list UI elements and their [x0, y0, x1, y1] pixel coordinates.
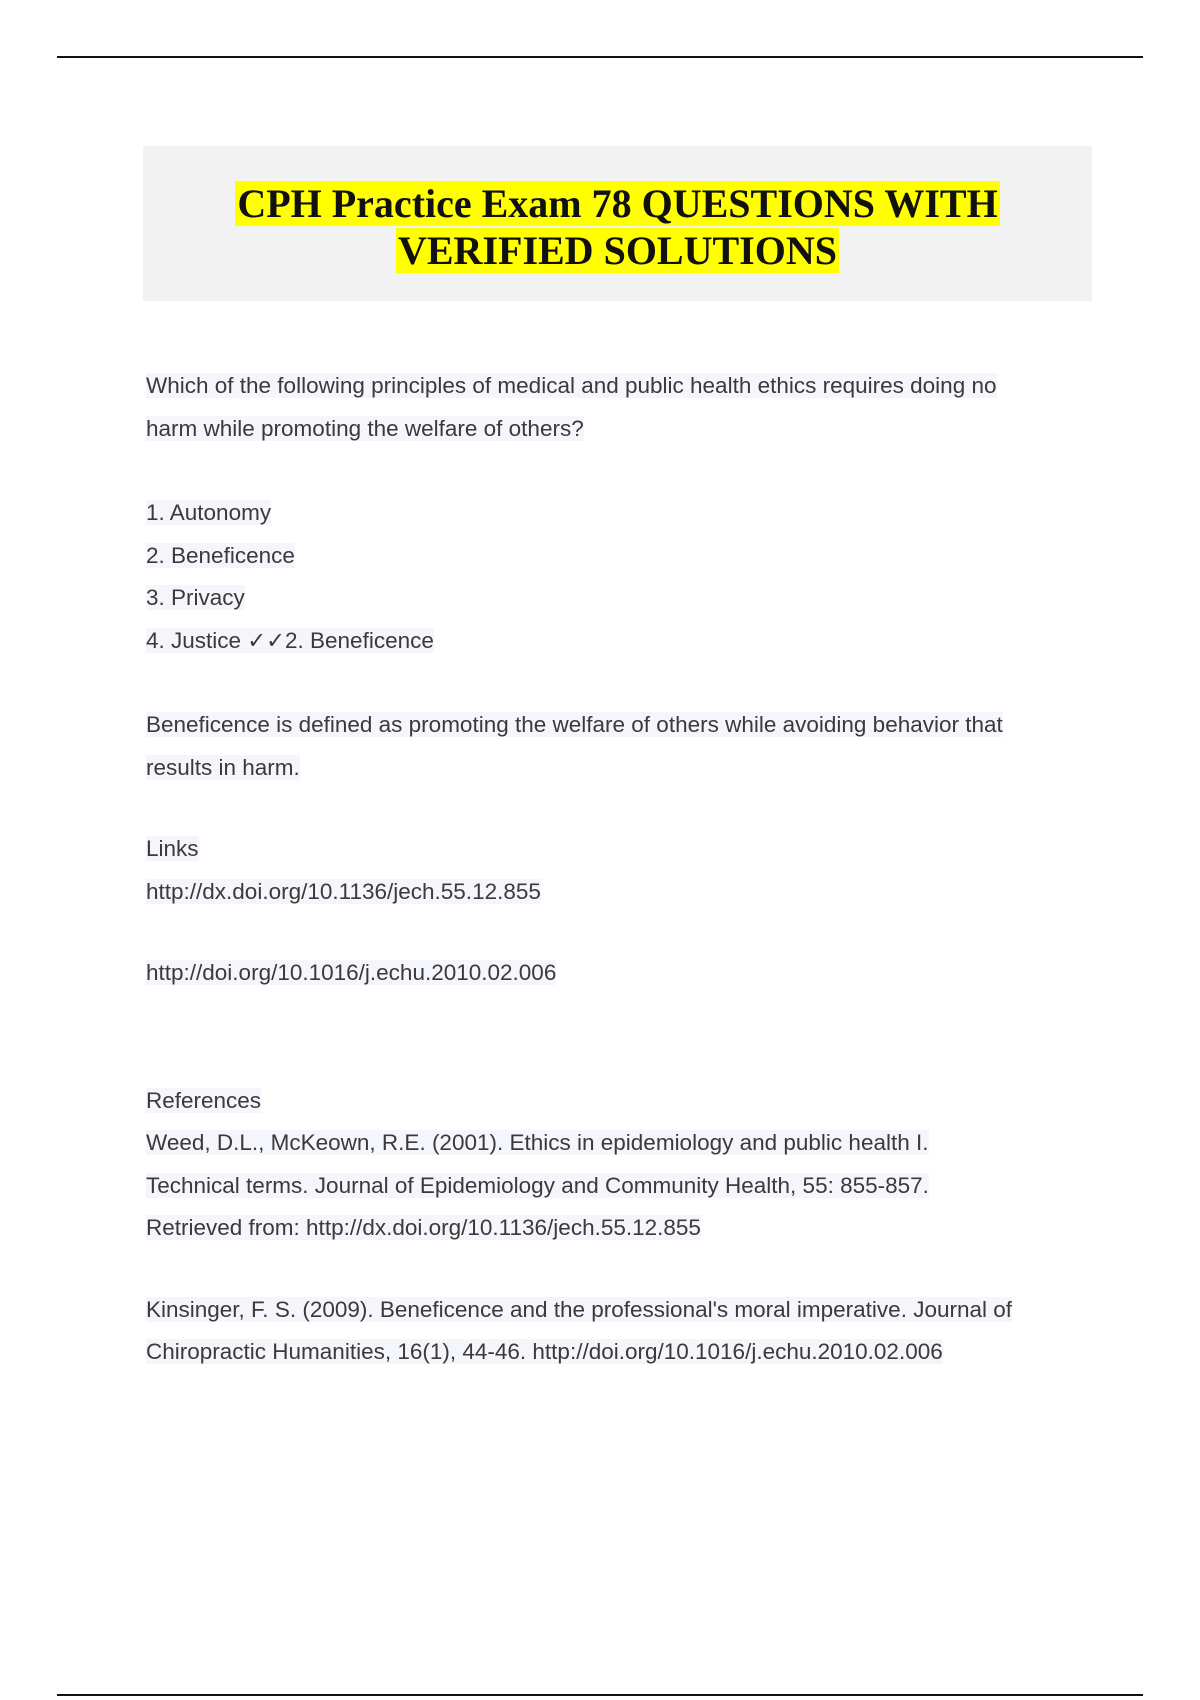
- link-1[interactable]: http://dx.doi.org/10.1136/jech.55.12.855: [146, 878, 541, 904]
- question-line-1: Which of the following principles of medical and public health ethics requires doing no: [146, 373, 997, 398]
- explanation-line-1: Beneficence is defined as promoting the welfare of others while avoiding behavior that: [146, 712, 1003, 737]
- option-1: 1. Autonomy: [146, 500, 272, 525]
- link-2[interactable]: http://doi.org/10.1016/j.echu.2010.02.006: [146, 960, 557, 985]
- reference-2: Kinsinger, F. S. (2009). Beneficence and the professional's moral imperative. Journal of Chiropractic Humanities, 16(1), 44-46. http://doi.org/10.1016/j.echu.2010.02.006: [146, 1296, 1013, 1364]
- option-2: 2. Beneficence: [146, 542, 295, 568]
- question-text: [146, 365, 1096, 450]
- document-title: [235, 174, 999, 274]
- links-heading: Links: [146, 836, 199, 861]
- option-4-answer: 4. Justice ✓✓2. Beneficence: [146, 627, 434, 653]
- footer-rule: [57, 1694, 1143, 1696]
- explanation-line-2: results in harm.: [146, 754, 300, 780]
- header-rule: [57, 56, 1143, 58]
- title-line-1: CPH Practice Exam 78 QUESTIONS WITH: [237, 180, 998, 226]
- title-banner: [143, 146, 1092, 301]
- document-body: [146, 365, 1096, 1374]
- references-heading: References: [146, 1087, 262, 1113]
- explanation-text: [146, 704, 1096, 789]
- option-3: 3. Privacy: [146, 585, 245, 610]
- reference-1: Weed, D.L., McKeown, R.E. (2001). Ethics in epidemiology and public health I. Technical terms. Journal of Epidemiology and Community Health, 55: 855-857. Retrieved from: http://dx.doi.org/10.1136/jech.55.12.855: [146, 1130, 929, 1240]
- title-line-2: VERIFIED SOLUTIONS: [397, 227, 837, 273]
- question-line-2: harm while promoting the welfare of others?: [146, 415, 584, 441]
